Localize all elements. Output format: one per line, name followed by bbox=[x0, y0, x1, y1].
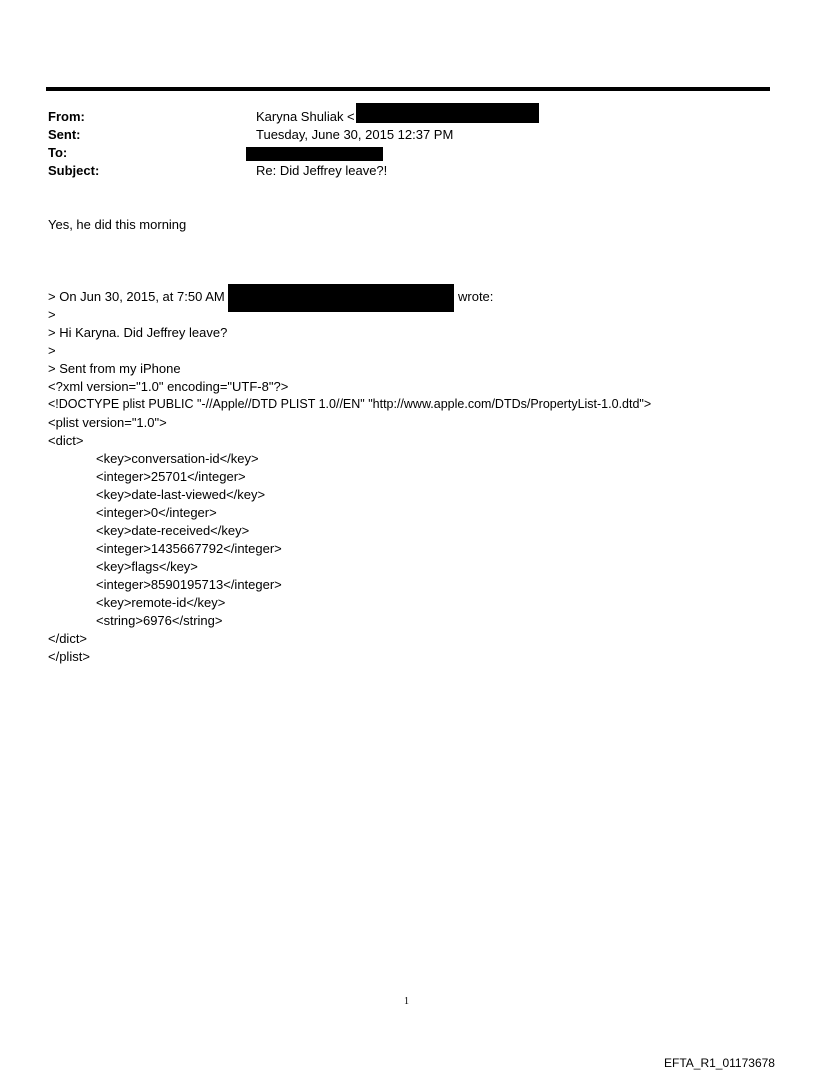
quoted-line-wrote: wrote: bbox=[458, 289, 494, 304]
bates-number: EFTA_R1_01173678 bbox=[664, 1056, 775, 1070]
plist-line: <integer>1435667792</integer> bbox=[96, 541, 282, 556]
plist-line: <integer>8590195713</integer> bbox=[96, 577, 282, 592]
plist-line: <integer>0</integer> bbox=[96, 505, 217, 520]
plist-line: <?xml version="1.0" encoding="UTF-8"?> bbox=[48, 379, 289, 394]
quoted-line-3: > Hi Karyna. Did Jeffrey leave? bbox=[48, 325, 228, 340]
plist-line: </plist> bbox=[48, 649, 90, 664]
redaction-quoted-sender bbox=[228, 284, 454, 312]
subject-label: Subject: bbox=[48, 163, 100, 178]
quoted-line-2: > bbox=[48, 307, 56, 322]
plist-line: <key>conversation-id</key> bbox=[96, 451, 259, 466]
plist-line: <!DOCTYPE plist PUBLIC "-//Apple//DTD PLIST 1.0//EN" "http://www.apple.com/DTDs/PropertyList-1.0.dtd"> bbox=[48, 397, 652, 411]
plist-line: <integer>25701</integer> bbox=[96, 469, 246, 484]
plist-line: <string>6976</string> bbox=[96, 613, 223, 628]
plist-line: <plist version="1.0"> bbox=[48, 415, 167, 430]
plist-line: <dict> bbox=[48, 433, 84, 448]
sent-label: Sent: bbox=[48, 127, 81, 142]
plist-line: </dict> bbox=[48, 631, 88, 646]
quoted-line-5: > Sent from my iPhone bbox=[48, 361, 181, 376]
redaction-to-recipient bbox=[246, 147, 383, 161]
to-label: To: bbox=[48, 145, 68, 160]
quoted-line-intro: > On Jun 30, 2015, at 7:50 AM bbox=[48, 289, 225, 304]
plist-line: <key>date-last-viewed</key> bbox=[96, 487, 266, 502]
redaction-from-email bbox=[356, 103, 539, 123]
plist-line: <key>flags</key> bbox=[96, 559, 198, 574]
from-label: From: bbox=[48, 109, 85, 124]
page-number: 1 bbox=[404, 996, 409, 1007]
plist-line: <key>remote-id</key> bbox=[96, 595, 226, 610]
plist-line: <key>date-received</key> bbox=[96, 523, 250, 538]
sent-value: Tuesday, June 30, 2015 12:37 PM bbox=[256, 127, 454, 142]
from-value: Karyna Shuliak < bbox=[256, 109, 355, 124]
quoted-line-4: > bbox=[48, 343, 56, 358]
reply-text: Yes, he did this morning bbox=[48, 217, 187, 232]
header-divider bbox=[46, 87, 770, 91]
subject-value: Re: Did Jeffrey leave?! bbox=[256, 163, 388, 178]
